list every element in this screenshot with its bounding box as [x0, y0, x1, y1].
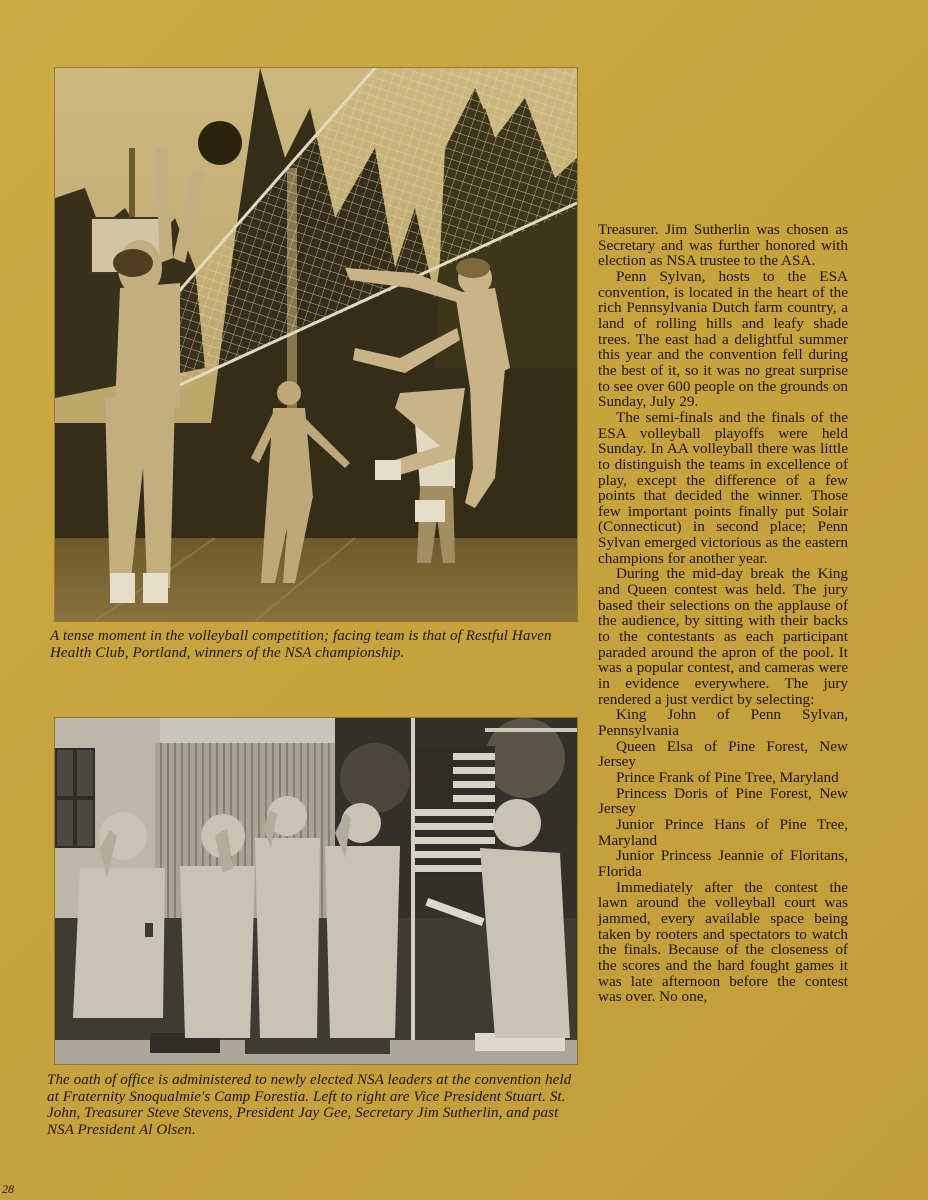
page-number: 28: [2, 1182, 14, 1196]
article-paragraph: During the mid-day break the King and Queen contest was held. The jury based their selections on the applause of the audience, by sitting with their backs to the contestants as each participant paraded around the apron of the pool. It was a popular contest, and cameras were in evidence everywhere. The jury rendered a just verdict by selecting:: [598, 565, 848, 708]
article-paragraph: The semi-finals and the finals of the ESA volleyball playoffs were held Sunday. In AA volleyball there was little to distinguish the teams in excellence of play, except the difference of a few points that decided the winner. Those few important points finally put Solair (Connecticut) in second place; Penn Sylvan emerged victorious as the eastern champions for another year.: [598, 408, 848, 567]
volleyball-photo: [55, 68, 577, 621]
winner-list-item: Princess Doris of Pine Forest, New Jersey: [598, 784, 848, 818]
oath-photo: [55, 718, 577, 1064]
winner-list-item: Junior Princess Jeannie of Floritans, Florida: [598, 847, 848, 880]
article-paragraph: Immediately after the contest the lawn around the volleyball court was jammed, every available space being taken by rooters and spectators to watch the finals. Because of the closeness of the scores and the hard fought games it was late afternoon before the contest was over. No one,: [598, 878, 848, 1006]
volleyball-photo-caption: A tense moment in the volleyball competition; facing team is that of Restful Haven Health Club, Portland, winners of the NSA championship.: [50, 628, 552, 661]
article-paragraph: Treasurer. Jim Sutherlin was chosen as Secretary and was further honored with election as NSA trustee to the ASA.: [598, 221, 848, 270]
volleyball-photo-image: [55, 68, 577, 621]
winner-list-item: Prince Frank of Pine Tree, Maryland: [616, 768, 839, 786]
winner-list-item: Queen Elsa of Pine Forest, New Jersey: [598, 737, 848, 771]
oath-photo-caption: The oath of office is administered to newly elected NSA leaders at the convention held at Fraternity Snoqualmie's Camp Forestia. Left to right are Vice President Stuart. St. John, Treasurer Steve Stevens, President Jay Gee, Secretary Jim Sutherlin, and past NSA President Al Olsen.: [47, 1072, 572, 1138]
oath-photo-image: [55, 718, 577, 1064]
winner-list-item: King John of Penn Sylvan, Pennsylvania: [598, 706, 848, 739]
article-column: [598, 222, 848, 1005]
article-paragraph: Penn Sylvan, hosts to the ESA convention, is located in the heart of the rich Pennsylvania Dutch farm country, a land of rolling hills and leafy shade trees. The east had a delightful summer this year and the convention fell during the best of it, so it was no great surprise to see over 600 people on the grounds on Sunday, July 29.: [598, 267, 848, 411]
winner-list-item: Junior Prince Hans of Pine Tree, Maryland: [598, 815, 848, 849]
